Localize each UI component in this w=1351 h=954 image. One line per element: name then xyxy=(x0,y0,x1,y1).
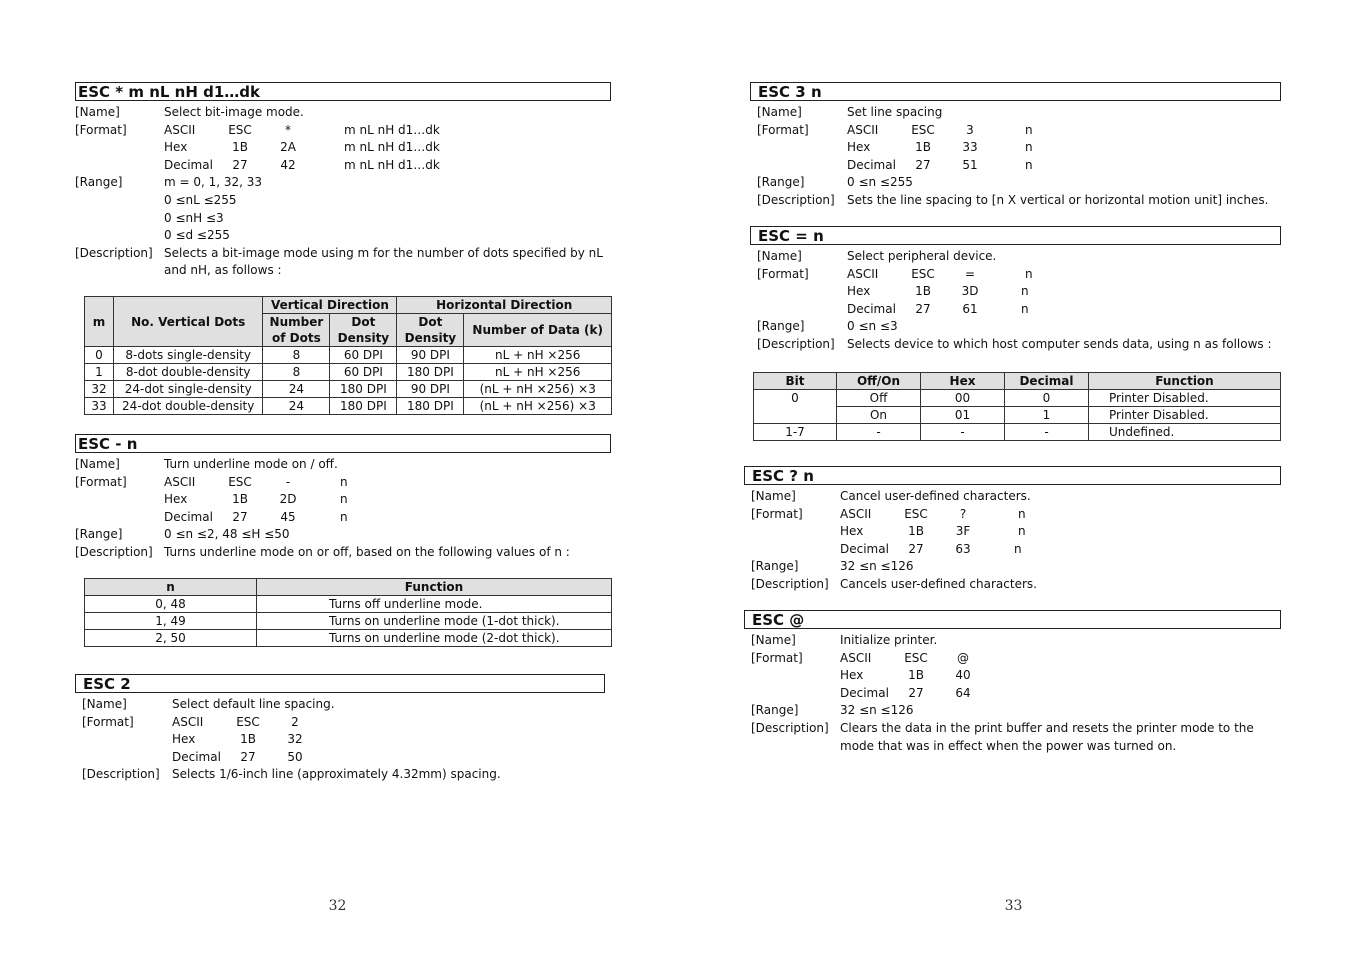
range-row xyxy=(75,192,611,210)
format-row: Decimal 27 64 xyxy=(840,685,971,700)
description-value: Clears the data in the print buffer and resets the printer mode to the mode that was in effect when the power was turned on. xyxy=(840,720,1254,753)
range-value: 0 ≤nL ≤255 xyxy=(164,192,237,207)
description-label: [Description] xyxy=(75,245,153,260)
range-label: [Range] xyxy=(75,527,123,542)
format-label: [Format] xyxy=(75,474,127,489)
table-header: Vertical Direction xyxy=(263,297,397,314)
format-row: [Format] ASCII ESC ? n xyxy=(751,506,1281,524)
page-number: 32 xyxy=(328,898,347,914)
table-row: 0 8-dots single-density 8 60 DPI 90 DPI nL + nH ×256 xyxy=(85,347,612,364)
description-row xyxy=(751,576,1281,594)
range-value: 0 ≤n ≤2, 48 ≤H ≤50 xyxy=(164,527,290,542)
section-esc-star xyxy=(75,82,611,280)
section-esc-minus xyxy=(75,434,611,562)
format-label: [Format] xyxy=(751,650,803,665)
format-cell: m nL nH d1…dk xyxy=(344,122,440,137)
name-label: [Name] xyxy=(757,105,802,119)
name-value: Select bit-image mode. xyxy=(164,105,304,119)
format-cell: * xyxy=(285,122,291,137)
name-row xyxy=(751,632,1281,650)
description-label: [Description] xyxy=(82,767,160,782)
page-32 xyxy=(0,0,675,954)
description-value: Selects device to which host computer sends data, using n as follows : xyxy=(847,336,1272,351)
range-label: [Range] xyxy=(751,559,799,574)
section-esc-at xyxy=(744,610,1281,755)
name-row xyxy=(82,696,605,714)
format-row: Decimal 27 45 n xyxy=(164,509,348,524)
format-row: Decimal 27 50 xyxy=(172,749,303,764)
range-row xyxy=(75,227,611,245)
table-row: On 01 1 Printer Disabled. xyxy=(754,407,1281,424)
table-header: m xyxy=(85,297,114,347)
section-esc-2 xyxy=(75,674,605,784)
range-row xyxy=(75,526,611,544)
table-row: 32 24-dot single-density 24 180 DPI 90 DPI (nL + nH ×256) ×3 xyxy=(85,381,612,398)
format-row: [Format] ASCII ESC 2 xyxy=(82,714,605,732)
range-label: [Range] xyxy=(75,175,123,190)
range-row xyxy=(757,318,1281,336)
format-cell: 42 xyxy=(280,157,296,172)
range-label: [Range] xyxy=(751,703,799,718)
table-row: 1, 49 Turns on underline mode (1-dot thick). xyxy=(85,613,612,630)
range-row xyxy=(75,174,611,192)
table-header: Hex xyxy=(921,373,1005,390)
range-label: [Range] xyxy=(757,175,805,190)
section-title: ESC - n xyxy=(75,434,611,453)
description-label: [Description] xyxy=(75,544,153,559)
table-header: No. Vertical Dots xyxy=(114,297,263,347)
description-row xyxy=(75,544,611,562)
range-value: 0 ≤n ≤3 xyxy=(847,319,898,334)
table-header: Horizontal Direction xyxy=(397,297,612,314)
format-cell: m nL nH d1…dk xyxy=(344,140,440,155)
range-value: 0 ≤d ≤255 xyxy=(164,228,230,243)
section-esc-question xyxy=(744,466,1281,594)
format-row: [Format] ASCII ESC 3 n xyxy=(757,122,1281,140)
name-row xyxy=(757,104,1281,122)
name-value: Select peripheral device. xyxy=(847,249,997,263)
format-row: Hex 1B 3F n xyxy=(840,524,1026,539)
table-header: Function xyxy=(1089,373,1281,390)
section-title: ESC @ xyxy=(744,610,1281,629)
description-row xyxy=(751,720,1281,755)
page-number: 33 xyxy=(1004,898,1023,914)
table-header: n xyxy=(85,579,257,596)
name-label: [Name] xyxy=(751,633,796,647)
name-value: Initialize printer. xyxy=(840,633,938,647)
name-value: Cancel user-defined characters. xyxy=(840,489,1031,503)
format-label: [Format] xyxy=(82,714,134,729)
table-header: Off/On xyxy=(837,373,921,390)
format-row: Hex 1B 3D n xyxy=(847,284,1029,299)
range-row xyxy=(75,210,611,228)
name-label: [Name] xyxy=(75,457,120,471)
table-row: 33 24-dot double-density 24 180 DPI 180 DPI (nL + nH ×256) ×3 xyxy=(85,398,612,415)
description-label: [Description] xyxy=(751,720,829,735)
page-33 xyxy=(676,0,1351,954)
description-row xyxy=(75,245,611,280)
table-header: Bit xyxy=(754,373,837,390)
name-row xyxy=(75,104,611,122)
name-value: Turn underline mode on / off. xyxy=(164,457,338,471)
format-cell: m nL nH d1…dk xyxy=(344,157,440,172)
range-row xyxy=(757,174,1281,192)
name-label: [Name] xyxy=(751,489,796,503)
format-row xyxy=(75,122,611,140)
format-row: [Format] ASCII ESC @ xyxy=(751,650,1281,668)
format-cell: 2A xyxy=(280,140,296,155)
format-label: [Format] xyxy=(757,266,809,281)
format-row: Hex 1B 40 xyxy=(840,668,971,683)
name-value: Set line spacing xyxy=(847,105,943,119)
description-row xyxy=(757,192,1281,210)
table-header: Number of Dots xyxy=(263,314,330,347)
table-row: 1-7 - - - Undefined. xyxy=(754,424,1281,441)
section-title: ESC ? n xyxy=(744,466,1281,485)
format-cell: Hex xyxy=(164,140,188,155)
range-row xyxy=(751,558,1281,576)
range-value: m = 0, 1, 32, 33 xyxy=(164,175,263,190)
section-title: ESC * m nL nH d1…dk xyxy=(75,82,611,101)
description-label: [Description] xyxy=(757,192,835,207)
name-row xyxy=(75,456,611,474)
name-row xyxy=(757,248,1281,266)
table-row: 0 Off 00 0 Printer Disabled. xyxy=(754,390,1281,407)
description-value: Cancels user-defined characters. xyxy=(840,576,1037,591)
range-label: [Range] xyxy=(757,319,805,334)
format-row: [Format] ASCII ESC - n xyxy=(75,474,611,492)
description-row xyxy=(82,766,605,784)
table-header: Dot Density xyxy=(397,314,464,347)
underline-table xyxy=(84,578,612,647)
format-cell: ESC xyxy=(228,122,252,137)
format-cell: Decimal xyxy=(164,157,213,172)
format-row: [Format] ASCII ESC = n xyxy=(757,266,1281,284)
description-value: Turns underline mode on or off, based on the following values of n : xyxy=(164,544,570,559)
description-value: Selects 1/6-inch line (approximately 4.32mm) spacing. xyxy=(172,767,501,782)
description-label: [Description] xyxy=(757,336,835,351)
range-value: 0 ≤nH ≤3 xyxy=(164,210,224,225)
name-label: [Name] xyxy=(757,249,802,263)
format-row xyxy=(75,139,611,157)
format-label: [Format] xyxy=(751,506,803,521)
format-label: [Format] xyxy=(75,122,127,137)
description-row xyxy=(757,336,1281,354)
format-row: Decimal 27 63 n xyxy=(840,541,1022,556)
section-esc-3 xyxy=(750,82,1281,210)
name-label: [Name] xyxy=(82,697,127,711)
description-value: Selects a bit-image mode using m for the number of dots specified by nL and nH, as follows : xyxy=(164,245,603,278)
format-cell: ASCII xyxy=(164,122,196,137)
name-label: [Name] xyxy=(75,105,120,119)
format-cell: 27 xyxy=(232,157,248,172)
table-header: Number of Data (k) xyxy=(464,314,612,347)
range-value: 32 ≤n ≤126 xyxy=(840,703,914,718)
format-label: [Format] xyxy=(757,122,809,137)
section-title: ESC 3 n xyxy=(750,82,1281,101)
format-row: Decimal 27 61 n xyxy=(847,301,1029,316)
table-header: Decimal xyxy=(1005,373,1089,390)
description-value: Sets the line spacing to [n X vertical or horizontal motion unit] inches. xyxy=(847,192,1269,207)
table-header: Function xyxy=(257,579,612,596)
name-row xyxy=(751,488,1281,506)
format-row: Hex 1B 33 n xyxy=(847,140,1033,155)
section-esc-eq xyxy=(750,226,1281,354)
table-row: 0, 48 Turns off underline mode. xyxy=(85,596,612,613)
table-row: 2, 50 Turns on underline mode (2-dot thick). xyxy=(85,630,612,647)
range-value: 0 ≤n ≤255 xyxy=(847,175,913,190)
section-title: ESC 2 xyxy=(75,674,605,693)
format-row: Decimal 27 51 n xyxy=(847,157,1033,172)
range-value: 32 ≤n ≤126 xyxy=(840,559,914,574)
format-cell: 1B xyxy=(232,140,248,155)
peripheral-table xyxy=(753,372,1281,441)
description-label: [Description] xyxy=(751,576,829,591)
format-row: Hex 1B 2D n xyxy=(164,492,348,507)
format-row: Hex 1B 32 xyxy=(172,732,303,747)
range-row xyxy=(751,702,1281,720)
section-title: ESC = n xyxy=(750,226,1281,245)
format-row xyxy=(75,157,611,175)
bit-image-table xyxy=(84,296,612,415)
table-row: 1 8-dot double-density 8 60 DPI 180 DPI nL + nH ×256 xyxy=(85,364,612,381)
name-value: Select default line spacing. xyxy=(172,697,335,711)
table-header: Dot Density xyxy=(330,314,397,347)
